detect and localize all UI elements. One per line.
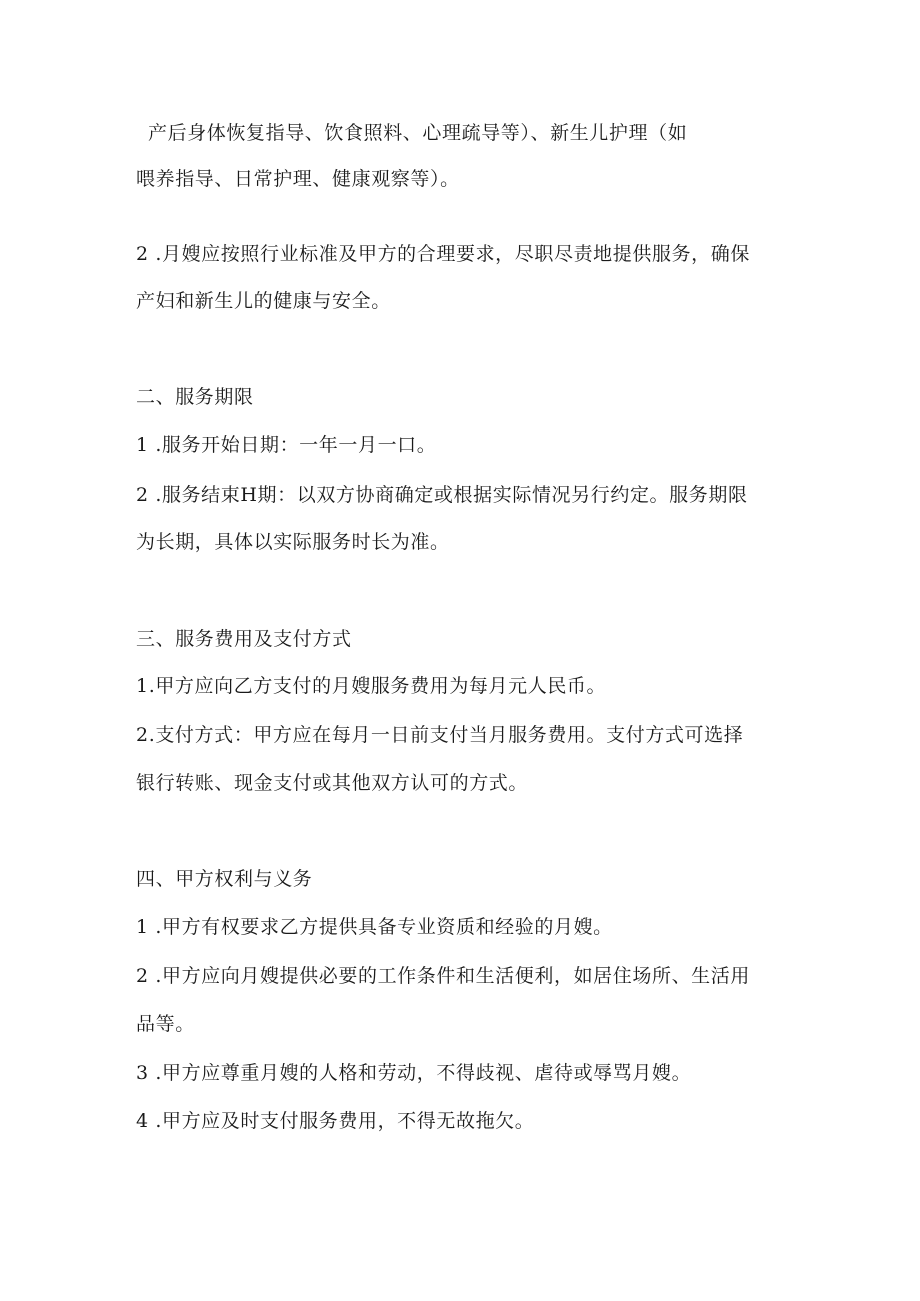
section-3-item-1: 1.甲方应向乙方支付的月嫂服务费用为每月元人民币。 — [136, 675, 607, 697]
section-3-item-2-line-2: 银行转账、现金支付或其他双方认可的方式。 — [136, 772, 529, 794]
section-2-heading: 二、服务期限 — [136, 386, 254, 408]
section-2-item-2-line-1: 2 .服务结束H期：以双方协商确定或根据实际情况另行约定。服务期限 — [136, 484, 748, 506]
section-3-heading: 三、服务费用及支付方式 — [136, 628, 352, 650]
section-4-item-2-line-2: 品等。 — [136, 1013, 195, 1035]
continuation-line-1: 产后身体恢复指导、饮食照料、心理疏导等）、新生儿护理（如 — [148, 122, 688, 144]
clause-1-2-line-2: 产妇和新生儿的健康与安全。 — [136, 290, 391, 312]
section-4-item-2-line-1: 2 .甲方应向月嫂提供必要的工作条件和生活便利，如居住场所、生活用 — [136, 965, 750, 987]
section-4-item-4: 4 .甲方应及时支付服务费用，不得无故拖欠。 — [136, 1110, 535, 1132]
clause-1-2-line-1: 2 .月嫂应按照行业标准及甲方的合理要求，尽职尽责地提供服务，确保 — [136, 243, 750, 265]
section-3-item-2-line-1: 2.支付方式：甲方应在每月一日前支付当月服务费用。支付方式可选择 — [136, 724, 744, 746]
section-4-heading: 四、甲方权利与义务 — [136, 868, 313, 890]
section-4-item-1: 1 .甲方有权要求乙方提供具备专业资质和经验的月嫂。 — [136, 916, 613, 938]
section-4-item-3: 3 .甲方应尊重月嫂的人格和劳动，不得歧视、虐待或辱骂月嫂。 — [136, 1062, 692, 1084]
continuation-line-2: 喂养指导、日常护理、健康观察等）。 — [136, 168, 460, 190]
section-2-item-2-line-2: 为长期，具体以实际服务时长为准。 — [136, 531, 450, 553]
section-2-item-1: 1 .服务开始日期：一年一月一口。 — [136, 434, 437, 456]
